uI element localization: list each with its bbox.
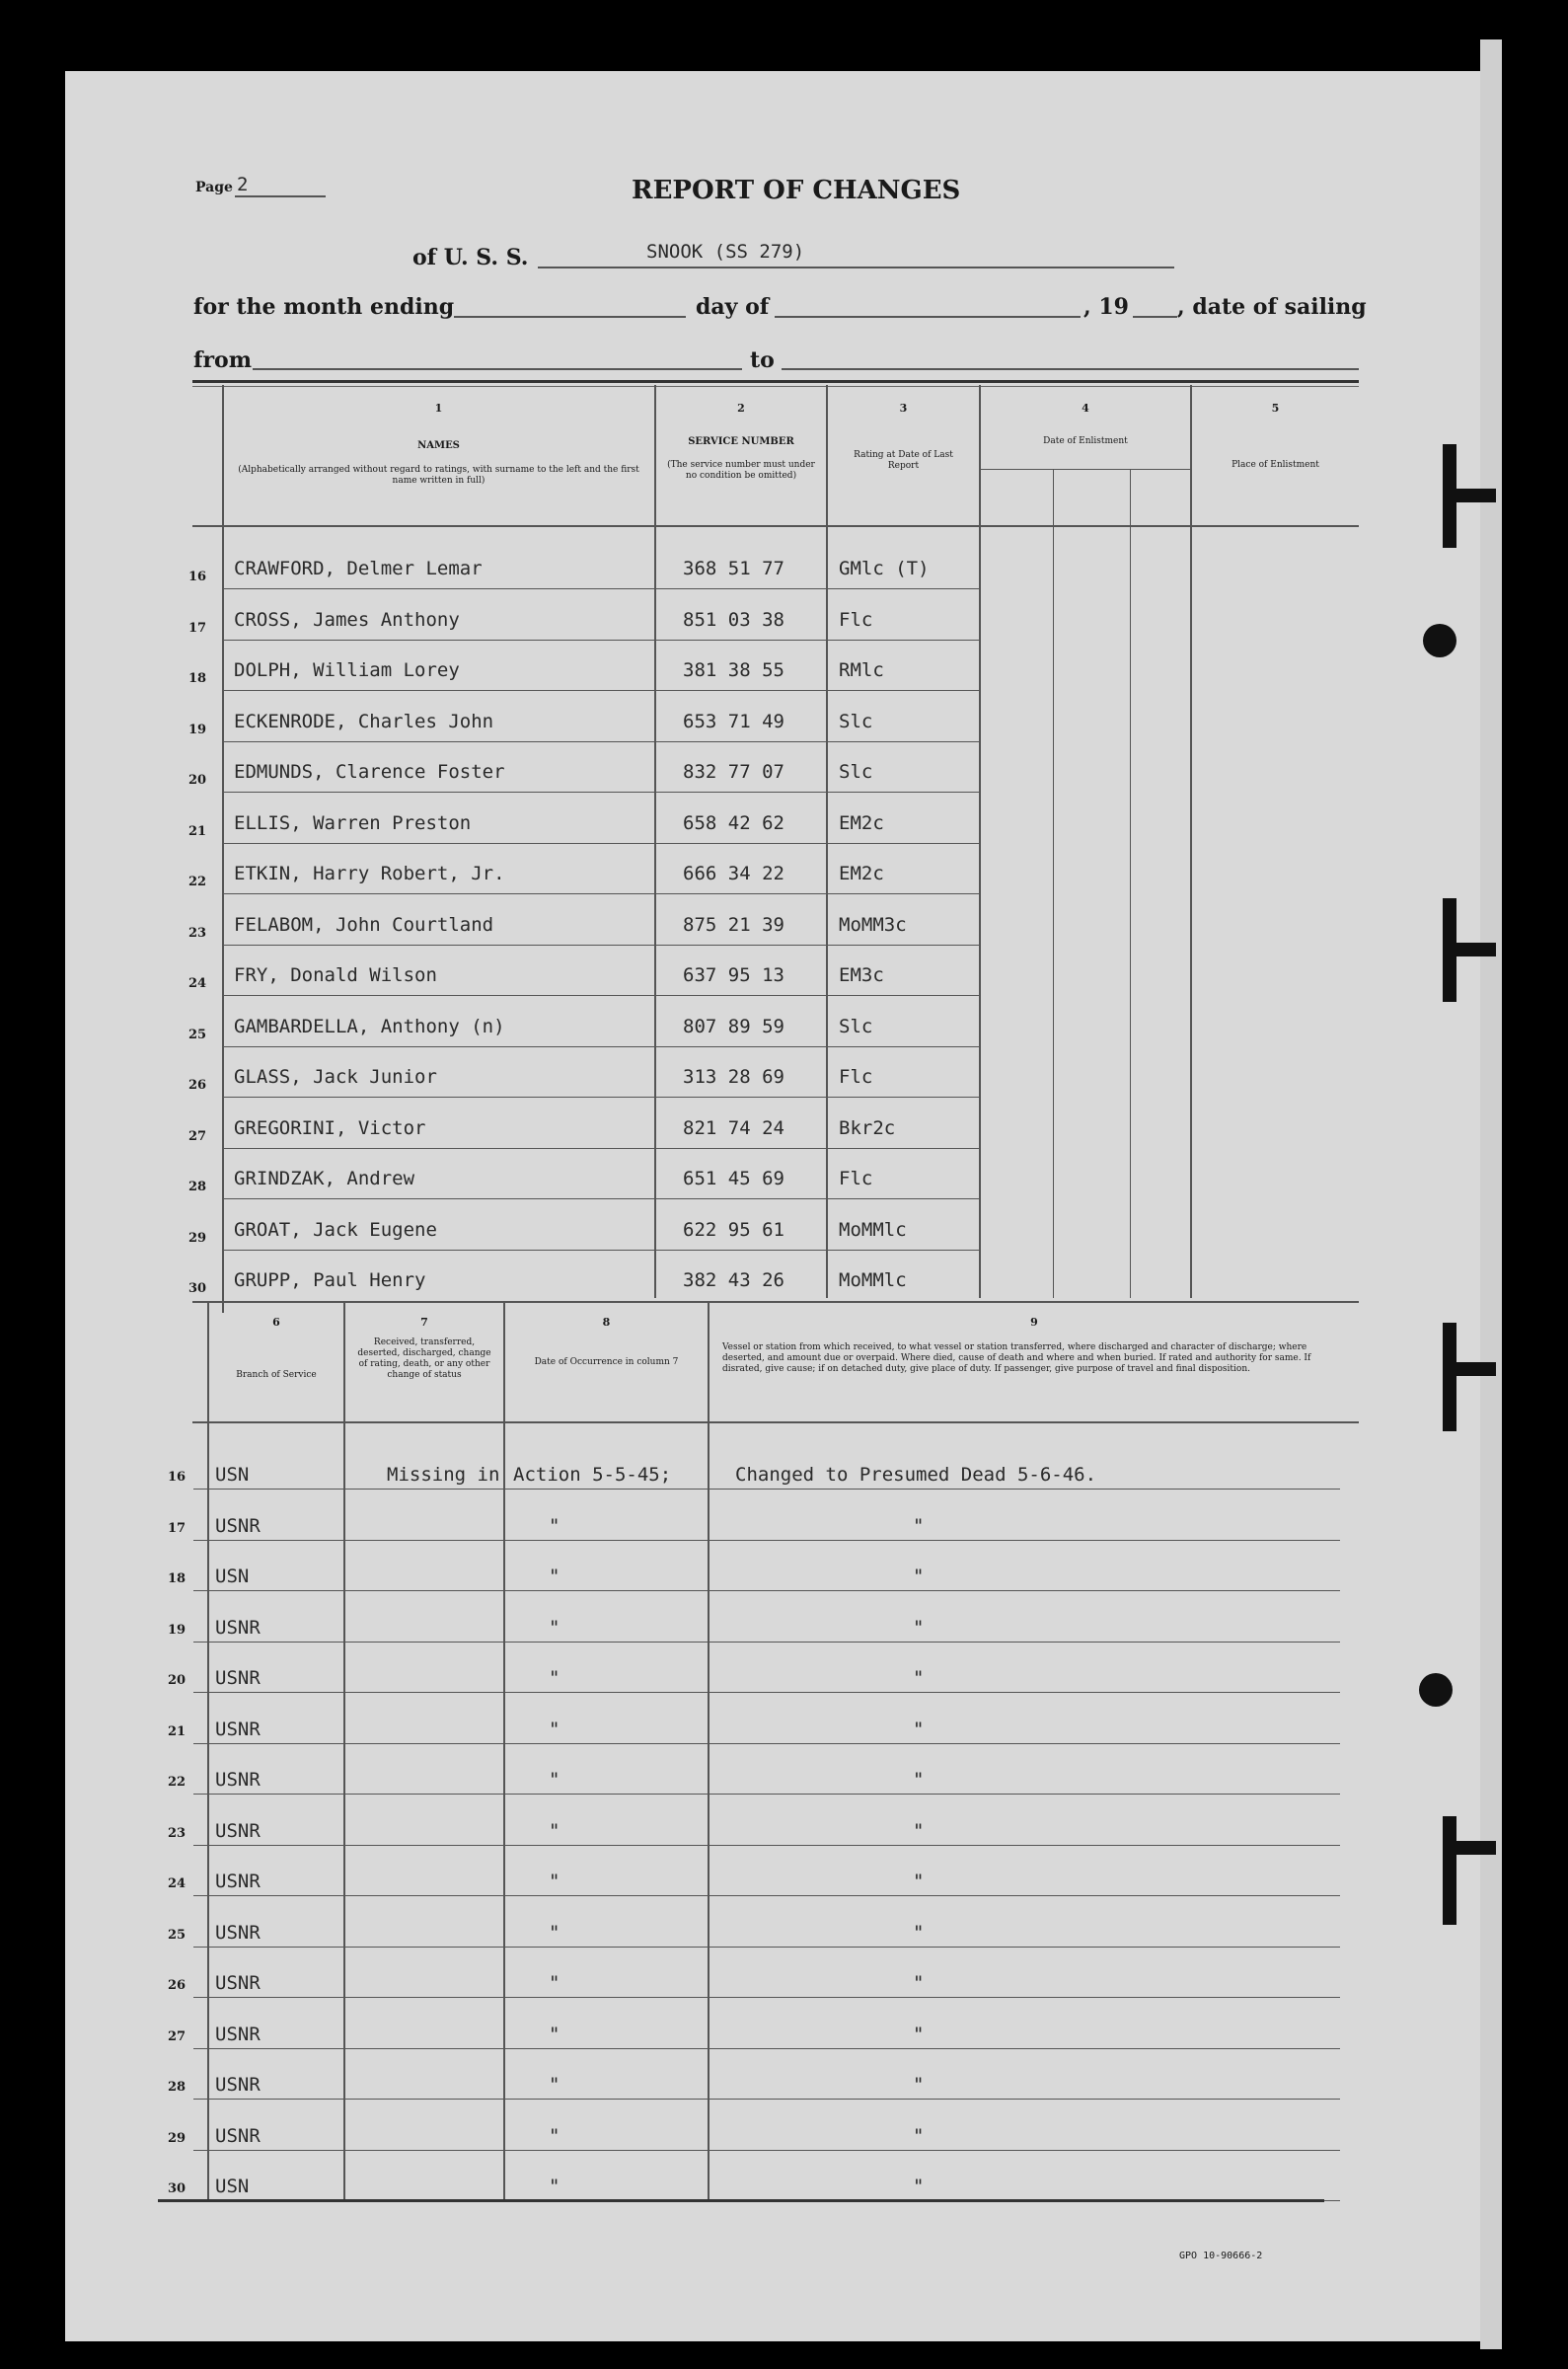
day-of-label: day of: [696, 294, 770, 320]
row-number: 22: [167, 1775, 187, 1790]
col4-note: Date of Enlistment: [1043, 436, 1128, 446]
month-ending-label: for the month ending: [193, 294, 455, 320]
rating-cell: MoMMlc: [839, 1269, 907, 1291]
row-number: 19: [167, 1623, 187, 1638]
occurrence-date-cell: ": [549, 1617, 560, 1639]
rating-cell: Flc: [839, 1066, 873, 1088]
branch-cell: USN: [215, 1566, 250, 1587]
col5-number: 5: [1271, 402, 1280, 415]
row-number: 18: [187, 671, 207, 686]
branch-cell: USNR: [215, 1719, 261, 1740]
page-label: Page: [195, 180, 233, 195]
row-number: 25: [187, 1028, 207, 1042]
col6-note: Branch of Service: [236, 1370, 317, 1380]
from-label: from: [193, 347, 253, 373]
name-cell: GRINDZAK, Andrew: [234, 1168, 415, 1189]
binder-tab: [1456, 1841, 1496, 1855]
row-number: 21: [187, 824, 207, 839]
row-number: 23: [167, 1826, 187, 1841]
service-number-cell: 658 42 62: [683, 812, 784, 834]
service-number-cell: 653 71 49: [683, 711, 784, 732]
row-number: 22: [187, 875, 207, 889]
page-number: 2: [237, 174, 249, 195]
binder-tab: [1443, 444, 1456, 548]
rating-cell: EM3c: [839, 964, 884, 986]
service-number-cell: 622 95 61: [683, 1219, 784, 1241]
status-change-cell: Missing in: [387, 1464, 500, 1486]
col8-note: Date of Occurrence in column 7: [534, 1357, 679, 1367]
branch-cell: USNR: [215, 2024, 261, 2045]
rating-cell: GMlc (T): [839, 558, 930, 579]
service-number-cell: 832 77 07: [683, 761, 784, 783]
row-number: 16: [167, 1470, 187, 1485]
service-number-cell: 807 89 59: [683, 1016, 784, 1037]
remarks-cell: ": [913, 2125, 925, 2147]
row-number: 30: [167, 2181, 187, 2196]
occurrence-date-cell: ": [549, 1719, 560, 1740]
rating-cell: MoMM3c: [839, 914, 907, 936]
remarks-cell: ": [913, 1566, 925, 1587]
branch-cell: USNR: [215, 1871, 261, 1892]
name-cell: GRUPP, Paul Henry: [234, 1269, 426, 1291]
rating-cell: MoMMlc: [839, 1219, 907, 1241]
row-number: 17: [187, 621, 207, 636]
col3-note: Rating at Date of Last Report: [854, 450, 953, 471]
occurrence-date-cell: Action 5-5-45;: [513, 1464, 672, 1486]
occurrence-date-cell: ": [549, 1515, 560, 1537]
branch-cell: USNR: [215, 1769, 261, 1791]
rating-cell: Bkr2c: [839, 1117, 896, 1139]
branch-cell: USNR: [215, 1922, 261, 1944]
service-number-cell: 851 03 38: [683, 609, 784, 631]
vessel-name: SNOOK (SS 279): [646, 241, 805, 263]
col2-title: SERVICE NUMBER: [688, 436, 794, 447]
remarks-cell: ": [913, 1515, 925, 1537]
name-cell: GROAT, Jack Eugene: [234, 1219, 437, 1241]
row-number: 29: [187, 1231, 207, 1246]
remarks-cell: ": [913, 2074, 925, 2096]
row-number: 28: [187, 1180, 207, 1194]
service-number-cell: 637 95 13: [683, 964, 784, 986]
col7-number: 7: [420, 1316, 428, 1329]
row-number: 16: [187, 570, 207, 584]
occurrence-date-cell: ": [549, 1820, 560, 1842]
binder-tab: [1443, 1323, 1456, 1431]
name-cell: ELLIS, Warren Preston: [234, 812, 472, 834]
row-number: 27: [187, 1129, 207, 1144]
row-number: 24: [167, 1876, 187, 1891]
service-number-cell: 651 45 69: [683, 1168, 784, 1189]
sailing-label: , date of sailing: [1177, 294, 1367, 320]
col8-number: 8: [602, 1316, 611, 1329]
col2-number: 2: [737, 402, 745, 415]
binder-hole: [1419, 1673, 1453, 1707]
occurrence-date-cell: ": [549, 1922, 560, 1944]
occurrence-date-cell: ": [549, 1972, 560, 1994]
occurrence-date-cell: ": [549, 1667, 560, 1689]
branch-cell: USNR: [215, 1972, 261, 1994]
name-cell: ETKIN, Harry Robert, Jr.: [234, 863, 505, 884]
name-cell: EDMUNDS, Clarence Foster: [234, 761, 505, 783]
occurrence-date-cell: ": [549, 2125, 560, 2147]
of-uss-label: of U. S. S.: [412, 245, 529, 270]
row-number: 23: [187, 926, 207, 941]
name-cell: CRAWFORD, Delmer Lemar: [234, 558, 483, 579]
branch-cell: USNR: [215, 1667, 261, 1689]
rating-cell: Slc: [839, 711, 873, 732]
occurrence-date-cell: ": [549, 1769, 560, 1791]
name-cell: GLASS, Jack Junior: [234, 1066, 437, 1088]
row-number: 28: [167, 2080, 187, 2095]
remarks-cell: ": [913, 1667, 925, 1689]
print-code: GPO 10-90666-2: [1179, 2251, 1263, 2261]
rating-cell: EM2c: [839, 812, 884, 834]
remarks-cell: Changed to Presumed Dead 5-6-46.: [735, 1464, 1097, 1486]
col9-number: 9: [1030, 1316, 1038, 1329]
row-number: 25: [167, 1928, 187, 1943]
col9-note: Vessel or station from which received, to what vessel or station transferred, where discharged and character of discharge; where deserted, and amount due or overpaid. Where died, cause of death and where and when buried. If rated and authority for same. If disrated, give cause; if on detached duty, give place of duty. If passenger, give purpose of travel and final disposition.: [722, 1342, 1311, 1374]
scan-edge: [1480, 39, 1502, 2349]
service-number-cell: 382 43 26: [683, 1269, 784, 1291]
occurrence-date-cell: ": [549, 2024, 560, 2045]
col6-number: 6: [272, 1316, 280, 1329]
rating-cell: Flc: [839, 1168, 873, 1189]
col3-number: 3: [899, 402, 908, 415]
year-label: , 19: [1083, 294, 1129, 320]
page-title: REPORT OF CHANGES: [632, 176, 961, 205]
service-number-cell: 875 21 39: [683, 914, 784, 936]
col1-number: 1: [434, 402, 443, 415]
col7-note: Received, transferred, deserted, discharged, change of rating, death, or any other change of status: [357, 1337, 491, 1380]
row-number: 20: [187, 773, 207, 788]
row-number: 20: [167, 1673, 187, 1688]
branch-cell: USNR: [215, 2074, 261, 2096]
rating-cell: EM2c: [839, 863, 884, 884]
remarks-cell: ": [913, 1719, 925, 1740]
remarks-cell: ": [913, 2176, 925, 2197]
branch-cell: USNR: [215, 1617, 261, 1639]
rating-cell: Flc: [839, 609, 873, 631]
branch-cell: USNR: [215, 1820, 261, 1842]
col4-number: 4: [1082, 402, 1089, 415]
rating-cell: RMlc: [839, 659, 884, 681]
col2-note: (The service number must under no condition be omitted): [667, 460, 815, 481]
binder-tab: [1456, 943, 1496, 956]
name-cell: FRY, Donald Wilson: [234, 964, 437, 986]
remarks-cell: ": [913, 1617, 925, 1639]
binder-tab: [1443, 1816, 1456, 1925]
binder-tab: [1443, 898, 1456, 1002]
binder-tab: [1456, 489, 1496, 502]
col1-title: NAMES: [417, 440, 460, 451]
name-cell: GAMBARDELLA, Anthony (n): [234, 1016, 505, 1037]
service-number-cell: 368 51 77: [683, 558, 784, 579]
name-cell: FELABOM, John Courtland: [234, 914, 494, 936]
branch-cell: USN: [215, 1464, 250, 1486]
occurrence-date-cell: ": [549, 2176, 560, 2197]
row-number: 19: [187, 723, 207, 737]
row-number: 21: [167, 1724, 187, 1739]
name-cell: CROSS, James Anthony: [234, 609, 460, 631]
name-cell: DOLPH, William Lorey: [234, 659, 460, 681]
row-number: 27: [167, 2029, 187, 2044]
name-cell: GREGORINI, Victor: [234, 1117, 426, 1139]
service-number-cell: 666 34 22: [683, 863, 784, 884]
col1-note: (Alphabetically arranged without regard to ratings, with surname to the left and the first name written in full): [238, 465, 639, 486]
branch-cell: USNR: [215, 1515, 261, 1537]
service-number-cell: 381 38 55: [683, 659, 784, 681]
occurrence-date-cell: ": [549, 2074, 560, 2096]
row-number: 18: [167, 1571, 187, 1586]
to-label: to: [750, 347, 775, 373]
occurrence-date-cell: ": [549, 1566, 560, 1587]
remarks-cell: ": [913, 1769, 925, 1791]
row-number: 24: [187, 976, 207, 991]
remarks-cell: ": [913, 2024, 925, 2045]
row-number: 26: [187, 1078, 207, 1093]
col5-note: Place of Enlistment: [1232, 460, 1319, 470]
remarks-cell: ": [913, 1922, 925, 1944]
remarks-cell: ": [913, 1972, 925, 1994]
row-number: 29: [167, 2131, 187, 2146]
name-cell: ECKENRODE, Charles John: [234, 711, 494, 732]
rating-cell: Slc: [839, 761, 873, 783]
rating-cell: Slc: [839, 1016, 873, 1037]
service-number-cell: 313 28 69: [683, 1066, 784, 1088]
binder-hole: [1423, 624, 1456, 657]
row-number: 26: [167, 1978, 187, 1993]
service-number-cell: 821 74 24: [683, 1117, 784, 1139]
branch-cell: USNR: [215, 2125, 261, 2147]
occurrence-date-cell: ": [549, 1871, 560, 1892]
row-number: 30: [187, 1281, 207, 1296]
remarks-cell: ": [913, 1871, 925, 1892]
remarks-cell: ": [913, 1820, 925, 1842]
binder-tab: [1456, 1362, 1496, 1376]
branch-cell: USN: [215, 2176, 250, 2197]
row-number: 17: [167, 1521, 187, 1536]
